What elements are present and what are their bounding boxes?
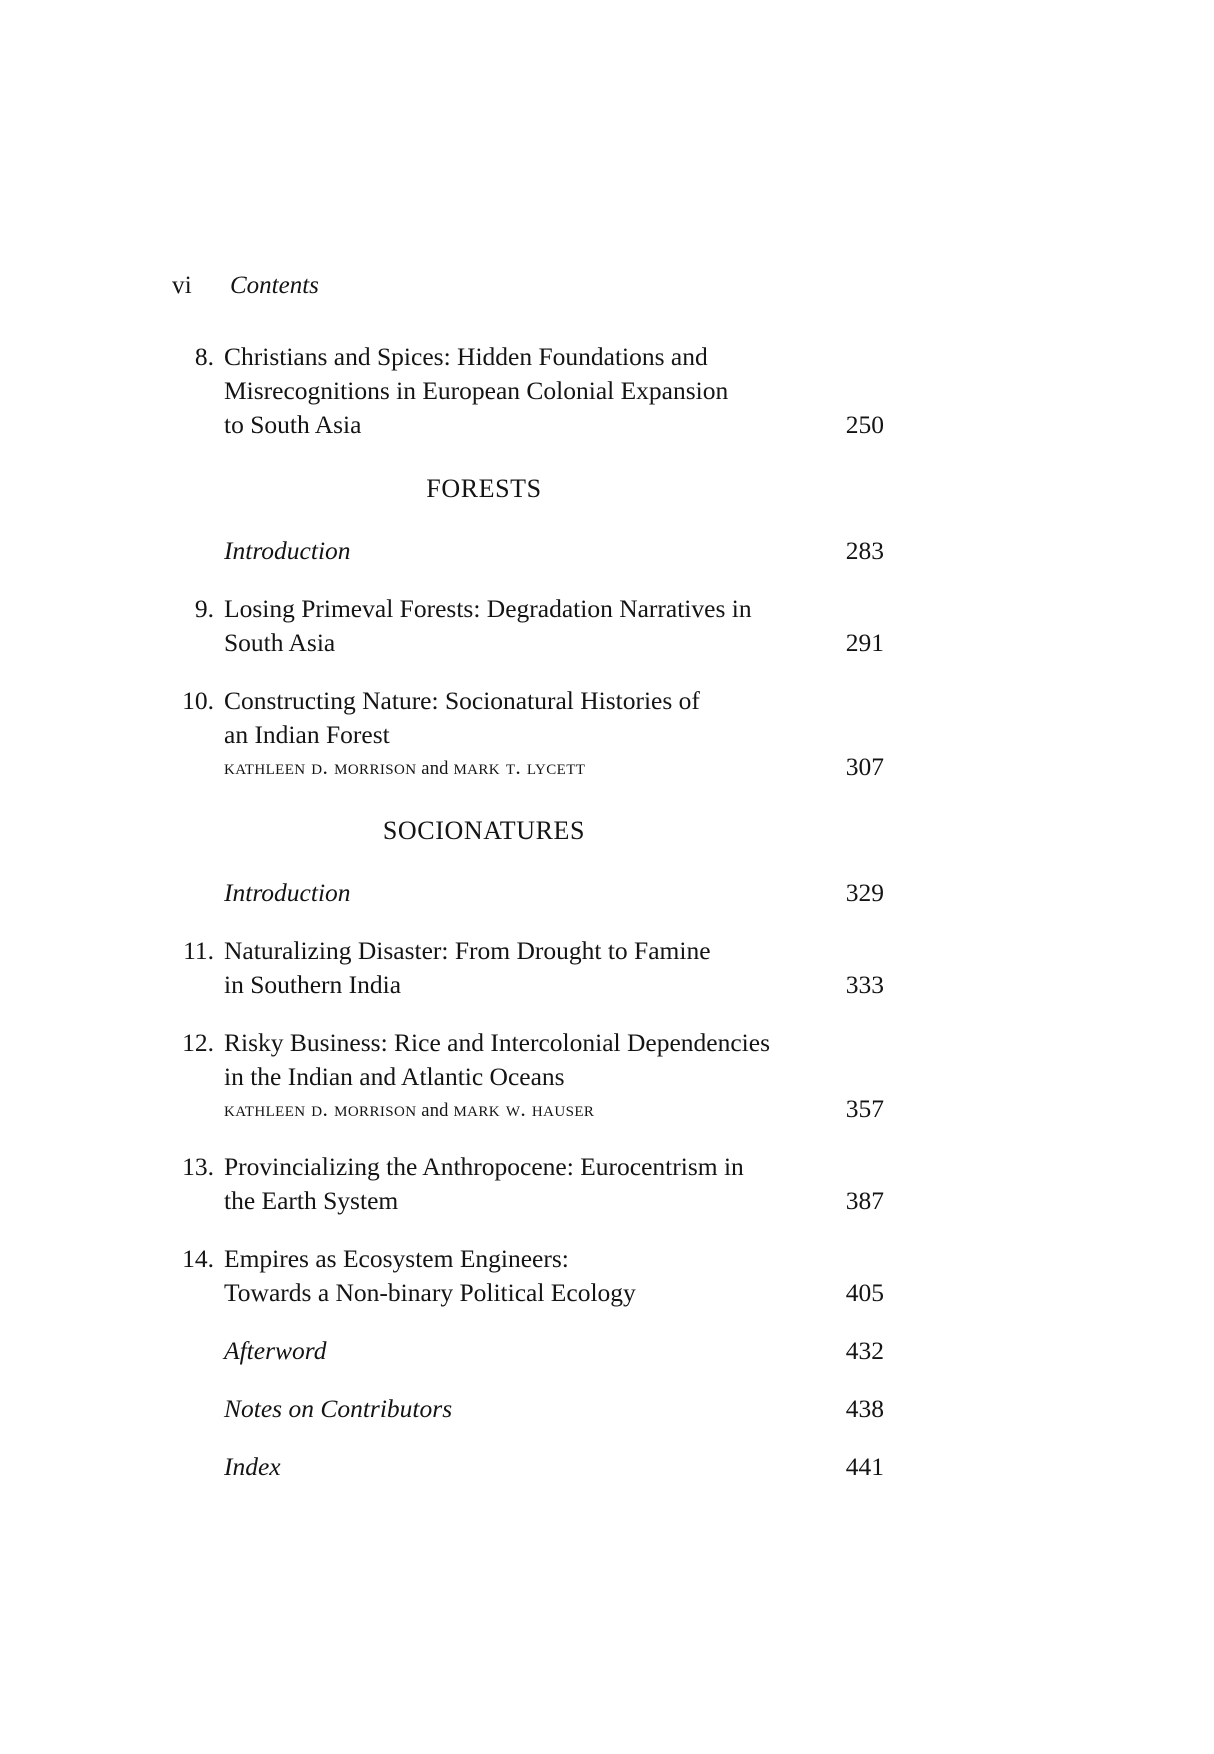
toc-entry[interactable] [172, 1150, 884, 1218]
entry-title-line: Provincializing the Anthropocene: Eurocentrism in [224, 1152, 744, 1181]
entry-title-line: in the Indian and Atlantic Oceans [224, 1062, 565, 1091]
toc-entry[interactable] [172, 934, 884, 1002]
entry-page-number: 405 [845, 1278, 884, 1307]
entry-page-number: 283 [845, 536, 884, 565]
entry-title-line: the Earth System [224, 1186, 399, 1215]
entry-title-line: to South Asia [224, 410, 362, 439]
entry-page-number: 438 [845, 1394, 884, 1423]
entry-title-block [224, 592, 796, 660]
toc-entry[interactable] [172, 1334, 884, 1368]
table-of-contents-list [172, 340, 884, 1484]
entry-title-line: Constructing Nature: Socionatural Histories of [224, 686, 700, 715]
entry-authors [224, 1094, 796, 1126]
entry-page-number: 329 [845, 878, 884, 907]
author-name-secondary: mark t. lycett [453, 755, 586, 779]
toc-entry[interactable] [172, 1450, 884, 1484]
entry-title-line: Misrecognitions in European Colonial Expansion [224, 376, 729, 405]
entry-title-block [224, 340, 796, 442]
entry-title-block [224, 934, 796, 1002]
entry-title-block [224, 1150, 796, 1218]
author-name-primary: kathleen d. morrison [224, 1097, 417, 1121]
entry-title-line: Naturalizing Disaster: From Drought to Famine [224, 936, 711, 965]
author-conjunction: and [416, 759, 454, 779]
author-conjunction: and [416, 1101, 454, 1121]
toc-entry[interactable] [172, 1026, 884, 1126]
entry-title: Notes on Contributors [224, 1394, 453, 1423]
entry-title-line: an Indian Forest [224, 720, 390, 749]
entry-title: Introduction [224, 878, 351, 907]
entry-title-line: Empires as Ecosystem Engineers: [224, 1244, 569, 1273]
entry-number: 13. [182, 1152, 214, 1181]
entry-title-line: Risky Business: Rice and Intercolonial Dependencies [224, 1028, 770, 1057]
entry-title-line: South Asia [224, 628, 336, 657]
entry-page-number: 441 [845, 1452, 884, 1481]
entry-number: 9. [194, 594, 214, 623]
entry-title-block [224, 684, 796, 784]
entry-number: 8. [194, 342, 214, 371]
entry-page-number: 307 [845, 752, 884, 781]
entry-page-number: 357 [845, 1094, 884, 1123]
entry-title: Introduction [224, 536, 351, 565]
entry-page-number: 432 [845, 1336, 884, 1365]
toc-entry[interactable] [172, 340, 884, 442]
running-head-title: Contents [230, 272, 319, 299]
toc-entry[interactable] [172, 684, 884, 784]
entry-number: 12. [182, 1028, 214, 1057]
entry-number: 11. [183, 936, 214, 965]
entry-title-line: Christians and Spices: Hidden Foundations and [224, 342, 708, 371]
part-heading: SOCIONATURES [382, 816, 586, 845]
entry-authors [224, 752, 796, 784]
entry-number: 10. [182, 686, 214, 715]
toc-entry[interactable] [172, 1242, 884, 1310]
author-name-primary: kathleen d. morrison [224, 755, 417, 779]
part-heading: FORESTS [426, 474, 542, 503]
contents-body [172, 272, 884, 1508]
entry-title: Index [224, 1452, 281, 1481]
folio-number: vi [172, 272, 193, 299]
toc-entry[interactable] [172, 534, 884, 568]
entry-number: 14. [182, 1244, 214, 1273]
author-name-secondary: mark w. hauser [453, 1097, 595, 1121]
toc-entry[interactable] [172, 592, 884, 660]
entry-page-number: 333 [845, 970, 884, 999]
toc-entry[interactable] [172, 876, 884, 910]
entry-title-block [224, 1026, 796, 1126]
entry-page-number: 250 [845, 410, 884, 439]
entry-title-line: Towards a Non-binary Political Ecology [224, 1278, 636, 1307]
entry-title-line: in Southern India [224, 970, 402, 999]
toc-entry[interactable] [172, 1392, 884, 1426]
entry-page-number: 291 [845, 628, 884, 657]
entry-title-line: Losing Primeval Forests: Degradation Narratives in [224, 594, 752, 623]
running-head [172, 272, 884, 300]
entry-title: Afterword [224, 1336, 327, 1365]
entry-page-number: 387 [845, 1186, 884, 1215]
entry-title-block [224, 1242, 796, 1310]
